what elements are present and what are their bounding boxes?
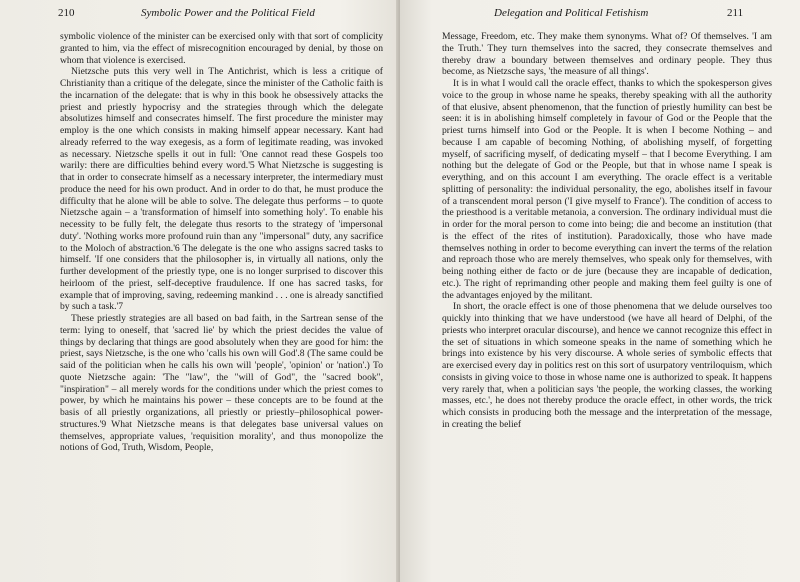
left-paragraph-1: symbolic violence of the minister can be exercised only with that sort of complicity granted to him, via the effect of misrecognition encouraged by denial, by those on whom that violence is exercised. [60,31,383,66]
right-paragraph-1: Message, Freedom, etc. They make them synonyms. What of? Of themselves. 'I am the Truth.' They turn themselves into the sacred, they consecrate themselves and thereby draw a boundary between themselves and ordinary people. They thus become, as Nietzsche says, 'the measure of all things'. [442,31,772,78]
left-running-head: Symbolic Power and the Political Field [141,7,315,19]
right-page-body [442,31,772,431]
right-paragraph-3: In short, the oracle effect is one of those phenomena that we delude ourselves too quickly into thinking that we have understood (we have all heard of Delphi, of the priests who interpret oracular discourse), and hence we cannot recognize this effect in the set of situations in which someone speaks in the name of something which he brings into existence by his very discourse. A whole series of symbolic effects that are exercised every day in politics rest on this sort of usurpatory ventriloquism, which consists in giving voice to those in whose name one is authorized to speak. It happens very rarely that, when a politician says 'the people, the working classes, the working masses, etc.', he does not thereby produce the oracle effect, in other words, the trick which consists in producing both the message and the interpretation of the message, in creating the belief [442,301,772,430]
left-paragraph-3: These priestly strategies are all based on bad faith, in the Sartrean sense of the term: lying to oneself, that 'sacred lie' by which the priest decides the value of things by declaring that things are good absolutely when they are good for him: the priest, says Nietzsche, is the one who 'calls his own will God'.8 (The same could be said of the politician when he calls his own will 'people', 'opinion' or 'nation'.) To quote Nietzsche again: 'The "law", the "will of God", the "sacred book", "inspiration" – all merely words for the conditions under which the priest comes to power, by which he maintains his power – these concepts are to be found at the basis of all priestly organizations, all priestly or priestly–philosophical power-structures.'9 What Nietzsche means is that delegates base universal values on themselves, appropriate values, 'requisition morality', and thus monopolize the notions of God, Truth, Wisdom, People, [60,313,383,454]
right-page-number: 211 [727,7,744,19]
right-paragraph-2: It is in what I would call the oracle effect, thanks to which the spokesperson gives voice to the group in whose name he speaks, thereby speaking with all the authority of that elusive, absent phenomenon, that the function of priestly humility can best be seen: it is in abolishing himself completely in favour of God or the People that the priest turns himself into God or the People. It is when I become Nothing – and because I am capable of becoming Nothing, of abolishing myself, of forgetting myself, of sacrificing myself, of dedicating myself – that I become Everything. I am nothing but the delegate of God or the People, but that in whose name I speak is everything, and on this account I am everything. The oracle effect is a veritable splitting of personality: the individual personality, the ego, abolishes itself in favour of a transcendent moral person ('I give myself to France'). The condition of access to the priesthood is a veritable metanoia, a conversion. The ordinary individual must die in order for the moral person to come into being; die and become an institution (that is the effect of the rites of institution). Paradoxically, those who have made themselves nothing in order to become everything can invert the terms of the relation and reproach those who are merely themselves, who speak only for themselves, with being nothing either de facto or de jure (because they are incapable of dedication, etc.). The right of reprimanding other people and making them feel guilty is one of the advantages enjoyed by the militant. [442,78,772,301]
right-page [400,0,800,582]
left-page-number: 210 [58,7,75,19]
left-paragraph-2: Nietzsche puts this very well in The Antichrist, which is less a critique of Christianity than a critique of the delegate, since the minister of the Catholic faith is the incarnation of the delegate: that is why in this book he obsessively attacks the priest and priestly hypocrisy and the strategies through which the delegate absolutizes himself and consecrates himself. The first procedure the minister may employ is the one which consists in making himself appear necessary. Kant had already referred to the way exegesis, as a form of legitimate reading, was invoked as necessary. Nietzsche spells it out in full: 'One cannot read these Gospels too warily: there are difficulties behind every word.'5 What Nietzsche is suggesting is that in order to consecrate himself as a necessary interpreter, the intermediary must produce the need for his own product. And in order to do that, he must produce the difficulty that he alone will be able to solve. The delegate thus performs – to quote Nietzsche again – a 'transformation of himself into something holy'. To enable his necessity to be fully felt, the delegate thus resorts to the strategy of 'impersonal duty'. 'Nothing works more profound ruin than any "impersonal" duty, any sacrifice to the Moloch of abstraction.'6 The delegate is the one who assigns sacred tasks to himself. 'If one considers that the philosopher is, in virtually all nations, only the further development of the priestly type, one is no longer surprised to discover this heirloom of the priest, self-deceptive fraudulence. If one has sacred tasks, for example that of improving, saving, redeeming mankind . . . one is already sanctified by such a task.'7 [60,66,383,313]
right-running-head: Delegation and Political Fetishism [494,7,649,19]
left-page-body [60,31,383,454]
